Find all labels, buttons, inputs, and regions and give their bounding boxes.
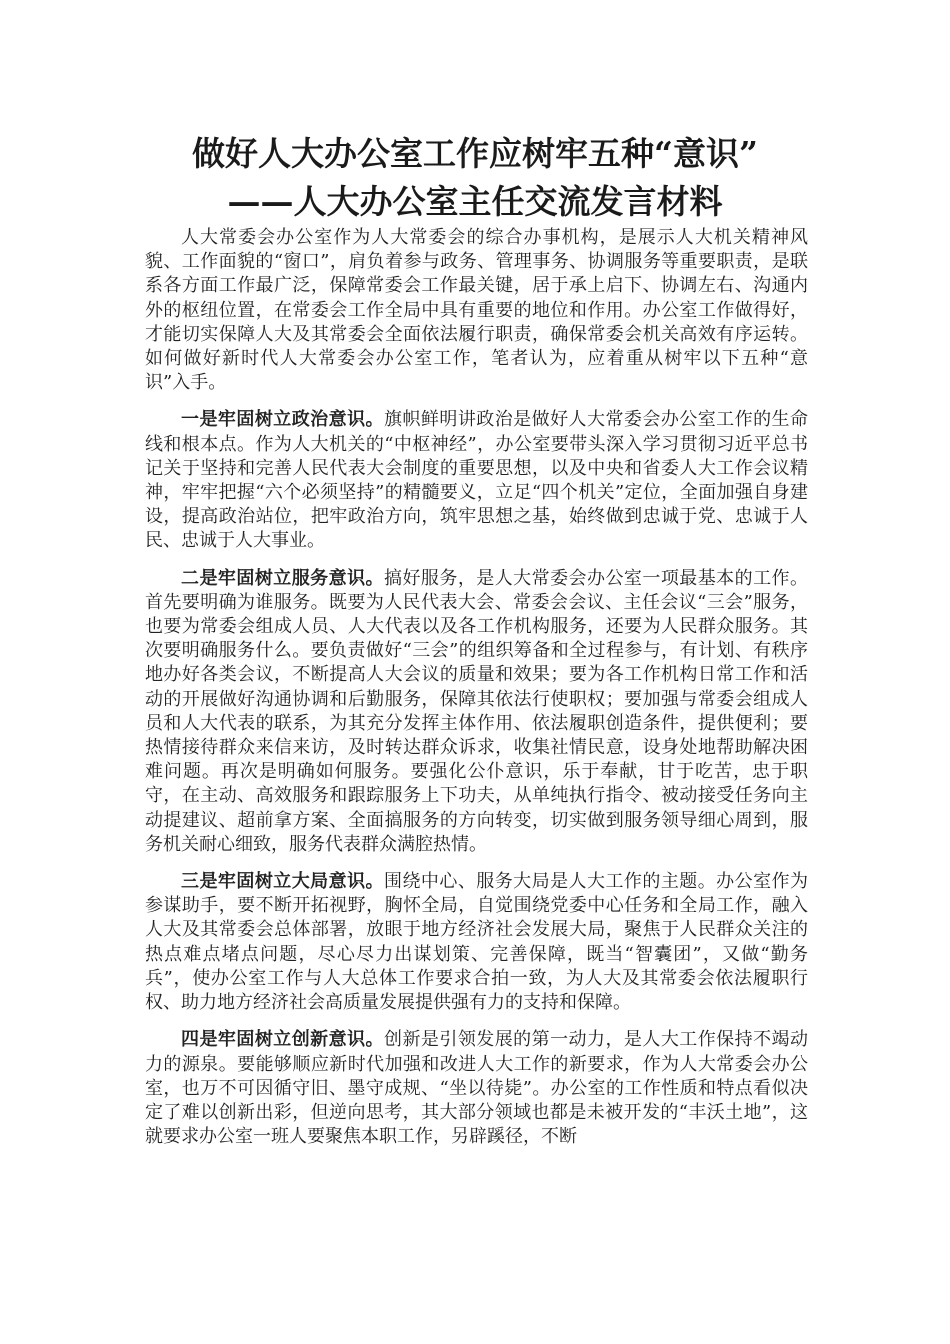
document-body bbox=[145, 226, 808, 1162]
paragraph-lead: 一是牢固树立政治意识。 bbox=[181, 409, 384, 431]
paragraph-service-awareness bbox=[145, 567, 808, 857]
paragraph-text: 创新是引领发展的第一动力，是人大工作保持不竭动力的源泉。要能够顺应新时代加强和改进人大工作的新要求，作为人大常委会办公室，也万不可因循守旧、墨守成规、“坐以待毙”。办公室的工作性质和特点看似决定了难以创新出彩，但逆向思考，其大部分领域也都是未被开发的“丰沃土地”，这就要求办公室一班人要聚焦本职工作，另辟蹊径，不断 bbox=[145, 1029, 808, 1148]
paragraph-lead: 二是牢固树立服务意识。 bbox=[181, 567, 384, 589]
paragraph-lead: 四是牢固树立创新意识。 bbox=[181, 1029, 384, 1051]
paragraph-lead: 三是牢固树立大局意识。 bbox=[181, 871, 384, 893]
paragraph-text: 人大常委会办公室作为人大常委会的综合办事机构，是展示人大机关精神风貌、工作面貌的“窗口”，肩负着参与政务、管理事务、协调服务等重要职责，是联系各方面工作最广泛，保障常委会工作最关键，居于承上启下、协调左右、沟通内外的枢纽位置，在常委会工作全局中具有重要的地位和作用。办公室工作做得好，才能切实保障人大及其常委会全面依法履行职责，确保常委会机关高效有序运转。如何做好新时代人大常委会办公室工作，笔者认为，应着重从树牢以下五种“意识”入手。 bbox=[145, 227, 808, 394]
document-subtitle: ——人大办公室主任交流发言材料 bbox=[227, 182, 723, 221]
paragraph-innovation-awareness bbox=[145, 1028, 808, 1149]
paragraph-text: 围绕中心、服务大局是人大工作的主题。办公室作为参谋助手，要不断开拓视野，胸怀全局，自觉围绕党委中心任务和全局工作，融入人大及其常委会总体部署，放眼于地方经济社会发展大局，聚焦于人民群众关注的热点难点堵点问题，尽心尽力出谋划策、完善保障，既当“智囊团”，又做“勤务兵”，使办公室工作与人大总体工作要求合拍一致，为人大及其常委会依法履职行权、助力地方经济社会高质量发展提供强有力的支持和保障。 bbox=[145, 871, 808, 1014]
paragraph-political-awareness bbox=[145, 408, 808, 553]
paragraph-text: 搞好服务，是人大常委会办公室一项最基本的工作。首先要明确为谁服务。既要为人民代表大会、常委会会议、主任会议“三会”服务，也要为常委会组成人员、人大代表以及各工作机构服务，还要为人民群众服务。其次要明确服务什么。要负责做好“三会”的组织筹备和全过程参与，有计划、有秩序地办好各类会议，不断提高人大会议的质量和效果；要为各工作机构日常工作和活动的开展做好沟通协调和后勤服务，保障其依法行使职权；要加强与常委会组成人员和人大代表的联系，为其充分发挥主体作用、依法履职创造条件，提供便利；要热情接待群众来信来访，及时转达群众诉求，收集社情民意，设身处地帮助解决困难问题。再次是明确如何服务。要强化公仆意识，乐于奉献，甘于吃苦，忠于职守，在主动、高效服务和跟踪服务上下功夫，从单纯执行指令、被动接受任务向主动提建议、超前拿方案、全面搞服务的方向转变，切实做到服务领导细心周到，服务机关耐心细致，服务代表群众满腔热情。 bbox=[145, 567, 808, 855]
document-title: 做好人大办公室工作应树牢五种“意识” bbox=[192, 134, 758, 173]
paragraph-overall-awareness bbox=[145, 870, 808, 1015]
paragraph-text: 旗帜鲜明讲政治是做好人大常委会办公室工作的生命线和根本点。作为人大机关的“中枢神经”，办公室要带头深入学习贯彻习近平总书记关于坚持和完善人民代表大会制度的重要思想，以及中央和省委人大工作会议精神，牢牢把握“六个必须坚持”的精髓要义，立足“四个机关”定位，全面加强自身建设，提高政治站位，把牢政治方向，筑牢思想之基，始终做到忠诚于党、忠诚于人民、忠诚于人大事业。 bbox=[145, 409, 808, 552]
paragraph-intro bbox=[145, 226, 808, 395]
